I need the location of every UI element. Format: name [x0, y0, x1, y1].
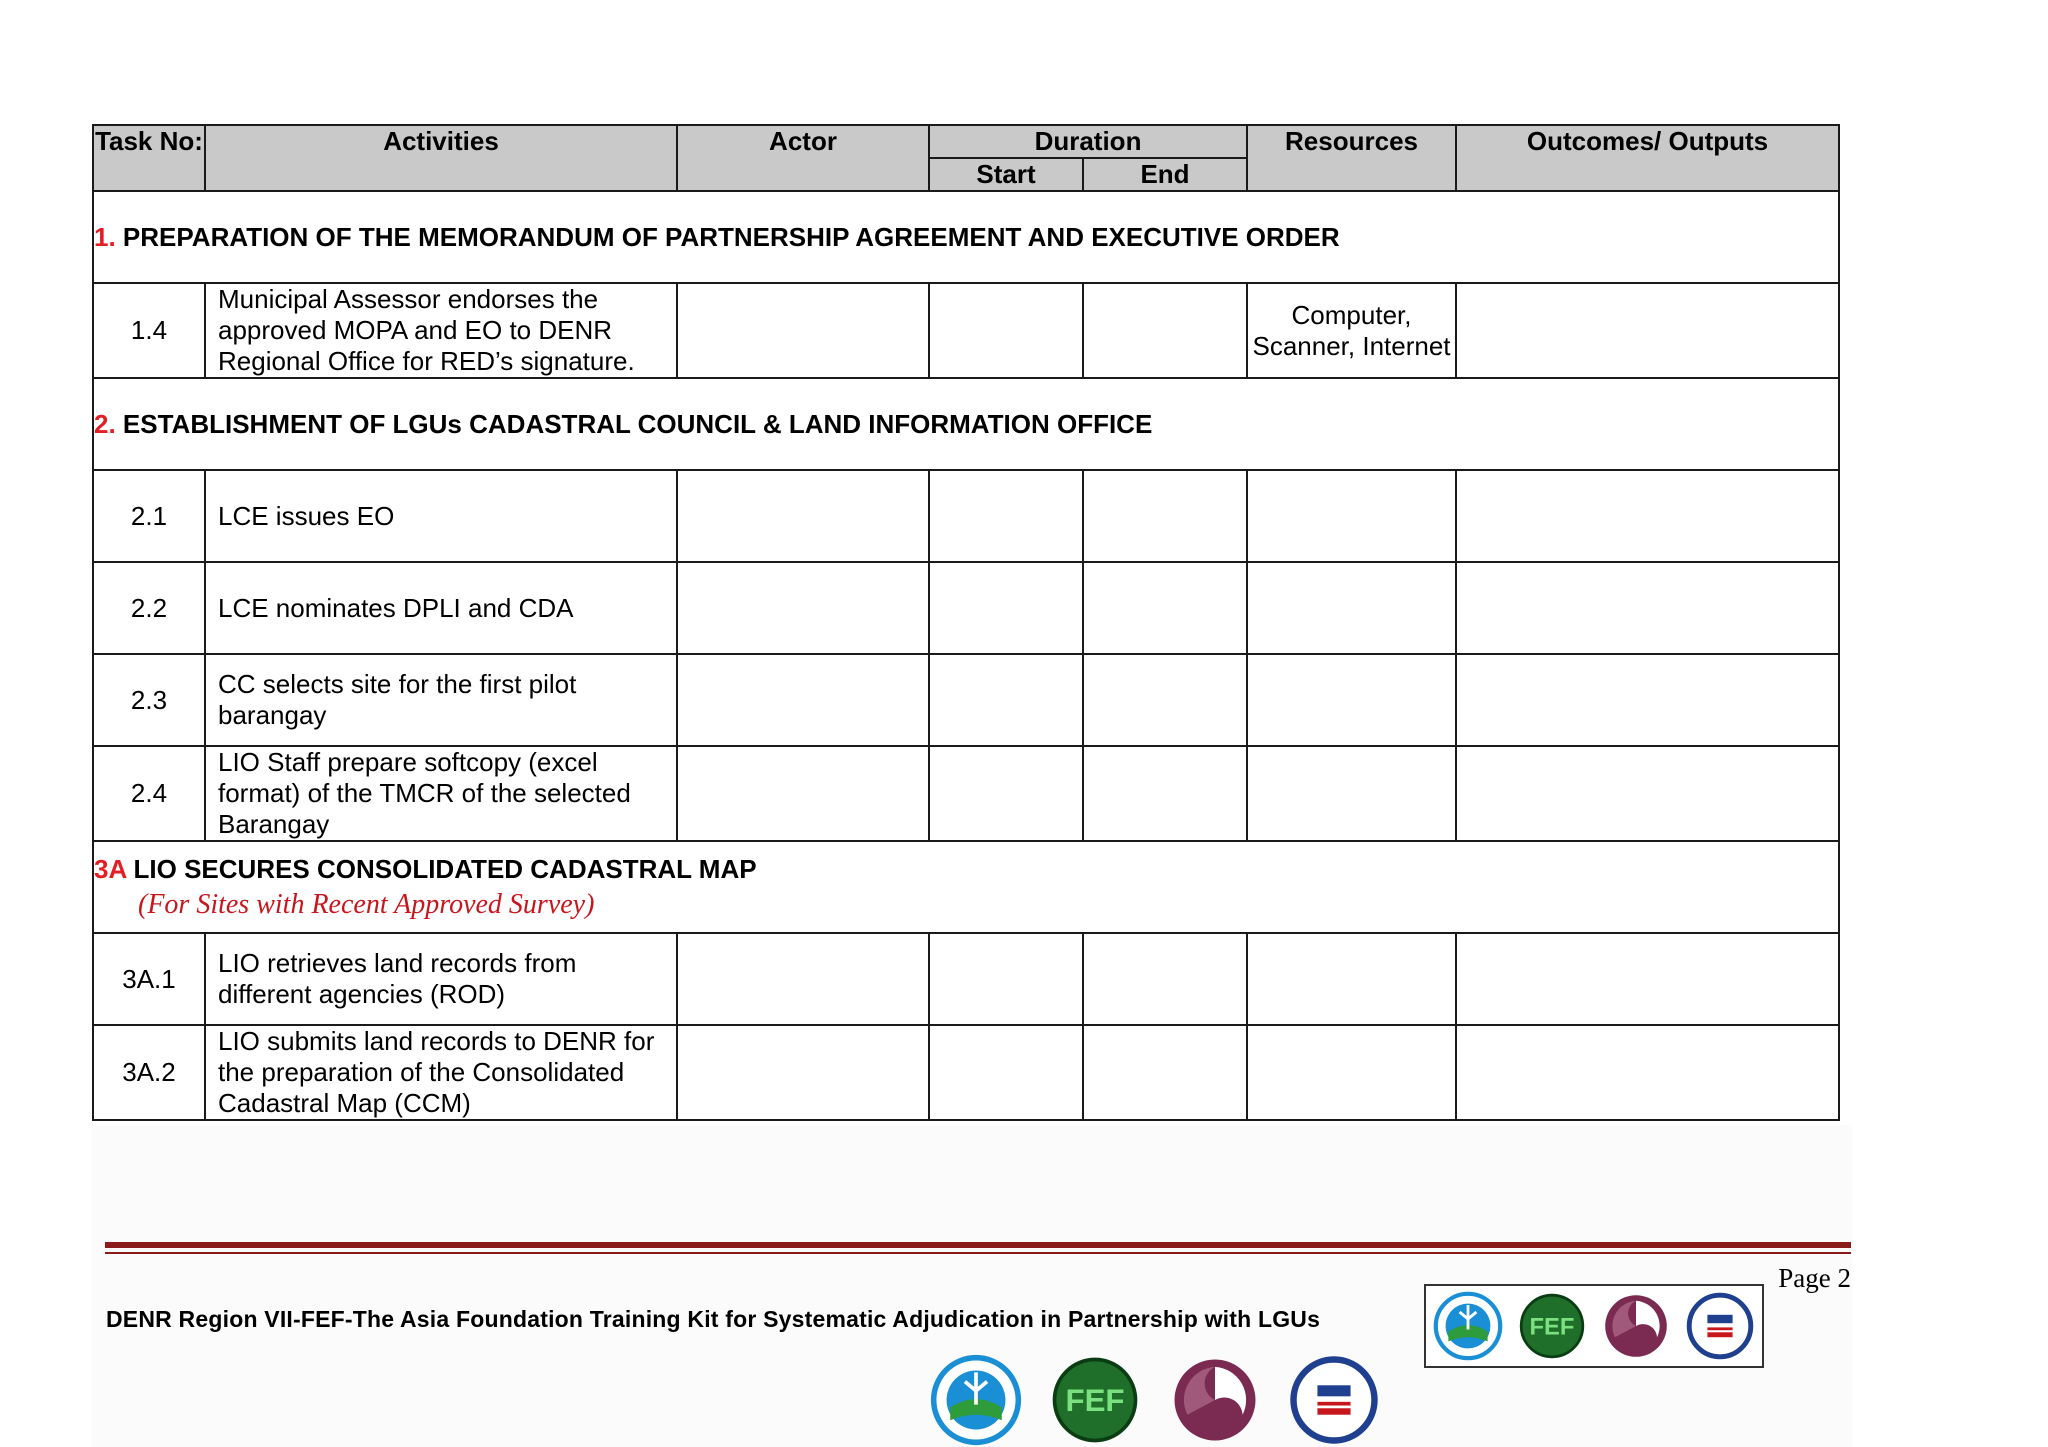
actor-cell	[677, 1025, 929, 1120]
section-row	[93, 191, 1839, 283]
start-cell	[929, 470, 1083, 562]
outcomes-cell	[1456, 654, 1839, 746]
header-task-no: Task No:	[93, 125, 205, 191]
activity-plan-table	[92, 124, 1840, 1121]
section-number: 2.	[94, 408, 116, 439]
end-cell	[1083, 1025, 1247, 1120]
end-cell	[1083, 470, 1247, 562]
end-cell	[1083, 746, 1247, 841]
fef-logo-icon	[1517, 1291, 1587, 1361]
task-number: 3A.1	[93, 933, 205, 1025]
table-row	[93, 654, 1839, 746]
header-end: End	[1083, 158, 1247, 191]
asia-foundation-logo-icon	[1601, 1291, 1671, 1361]
end-cell	[1083, 654, 1247, 746]
page-number: Page 2	[1778, 1263, 1851, 1293]
header-actor: Actor	[677, 125, 929, 191]
outcomes-cell	[1456, 283, 1839, 378]
task-number: 1.4	[93, 283, 205, 378]
usaid-seal-icon	[1685, 1291, 1755, 1361]
section-title: PREPARATION OF THE MEMORANDUM OF PARTNERSHIP AGREEMENT AND EXECUTIVE ORDER	[122, 221, 1340, 252]
resources-cell	[1247, 933, 1456, 1025]
resources-cell	[1247, 562, 1456, 654]
asia-foundation-logo-icon	[1169, 1354, 1261, 1446]
resources-cell	[1247, 654, 1456, 746]
actor-cell	[677, 933, 929, 1025]
footer-divider	[105, 1242, 1851, 1248]
end-cell	[1083, 933, 1247, 1025]
outcomes-cell	[1456, 562, 1839, 654]
start-cell	[929, 654, 1083, 746]
table-row	[93, 746, 1839, 841]
section-heading	[93, 191, 1839, 283]
resources-cell: Computer, Scanner, Internet	[1247, 283, 1456, 378]
denr-seal-icon	[1433, 1291, 1503, 1361]
task-number: 2.3	[93, 654, 205, 746]
start-cell	[929, 562, 1083, 654]
header-resources: Resources	[1247, 125, 1456, 191]
footer-logo-strip	[1424, 1284, 1764, 1368]
section-number: 1.	[94, 221, 116, 252]
table-header-row	[93, 125, 1839, 158]
table-row	[93, 562, 1839, 654]
footer-title: DENR Region VII-FEF-The Asia Foundation Training Kit for Systematic Adjudication in Partnership with LGUs	[106, 1306, 1321, 1332]
header-start: Start	[929, 158, 1083, 191]
end-cell	[1083, 283, 1247, 378]
activity-cell: LIO retrieves land records from different agencies (ROD)	[205, 933, 677, 1025]
actor-cell	[677, 562, 929, 654]
section-title: ESTABLISHMENT OF LGUs CADASTRAL COUNCIL & LAND INFORMATION OFFICE	[122, 408, 1153, 439]
partner-logos	[930, 1355, 1380, 1445]
fef-logo-icon	[1049, 1354, 1141, 1446]
task-number: 2.2	[93, 562, 205, 654]
section-row	[93, 378, 1839, 470]
header-activities: Activities	[205, 125, 677, 191]
table-row	[93, 933, 1839, 1025]
header-outcomes: Outcomes/ Outputs	[1456, 125, 1839, 191]
task-number: 2.4	[93, 746, 205, 841]
section-heading	[93, 378, 1839, 470]
actor-cell	[677, 746, 929, 841]
activity-cell: Municipal Assessor endorses the approved MOPA and EO to DENR Regional Office for RED’s signature.	[205, 283, 677, 378]
resources-cell	[1247, 470, 1456, 562]
end-cell	[1083, 562, 1247, 654]
start-cell	[929, 283, 1083, 378]
start-cell	[929, 746, 1083, 841]
outcomes-cell	[1456, 1025, 1839, 1120]
section-title: LIO SECURES CONSOLIDATED CADASTRAL MAP	[133, 854, 757, 884]
svg-text:FEF: FEF	[1065, 1383, 1125, 1419]
activity-cell: CC selects site for the first pilot barangay	[205, 654, 677, 746]
section-row	[93, 841, 1839, 933]
outcomes-cell	[1456, 746, 1839, 841]
denr-seal-icon	[930, 1354, 1022, 1446]
activity-cell: LIO Staff prepare softcopy (excel format) of the TMCR of the selected Barangay	[205, 746, 677, 841]
actor-cell	[677, 654, 929, 746]
table-row	[93, 283, 1839, 378]
section-number: 3A	[94, 854, 127, 884]
resources-cell	[1247, 746, 1456, 841]
activity-cell: LCE issues EO	[205, 470, 677, 562]
section-heading	[93, 841, 1839, 933]
task-number: 3A.2	[93, 1025, 205, 1120]
start-cell	[929, 933, 1083, 1025]
activity-cell: LCE nominates DPLI and CDA	[205, 562, 677, 654]
table-row	[93, 1025, 1839, 1120]
start-cell	[929, 1025, 1083, 1120]
task-number: 2.1	[93, 470, 205, 562]
actor-cell	[677, 470, 929, 562]
header-duration: Duration	[929, 125, 1247, 158]
table-row	[93, 470, 1839, 562]
svg-text:FEF: FEF	[1529, 1313, 1575, 1341]
actor-cell	[677, 283, 929, 378]
footer-divider-thin	[105, 1252, 1851, 1254]
outcomes-cell	[1456, 470, 1839, 562]
resources-cell	[1247, 1025, 1456, 1120]
activity-cell: LIO submits land records to DENR for the preparation of the Consolidated Cadastral Map (CCM)	[205, 1025, 677, 1120]
usaid-seal-icon	[1288, 1354, 1380, 1446]
section-subtitle: (For Sites with Recent Approved Survey)	[138, 889, 595, 920]
outcomes-cell	[1456, 933, 1839, 1025]
